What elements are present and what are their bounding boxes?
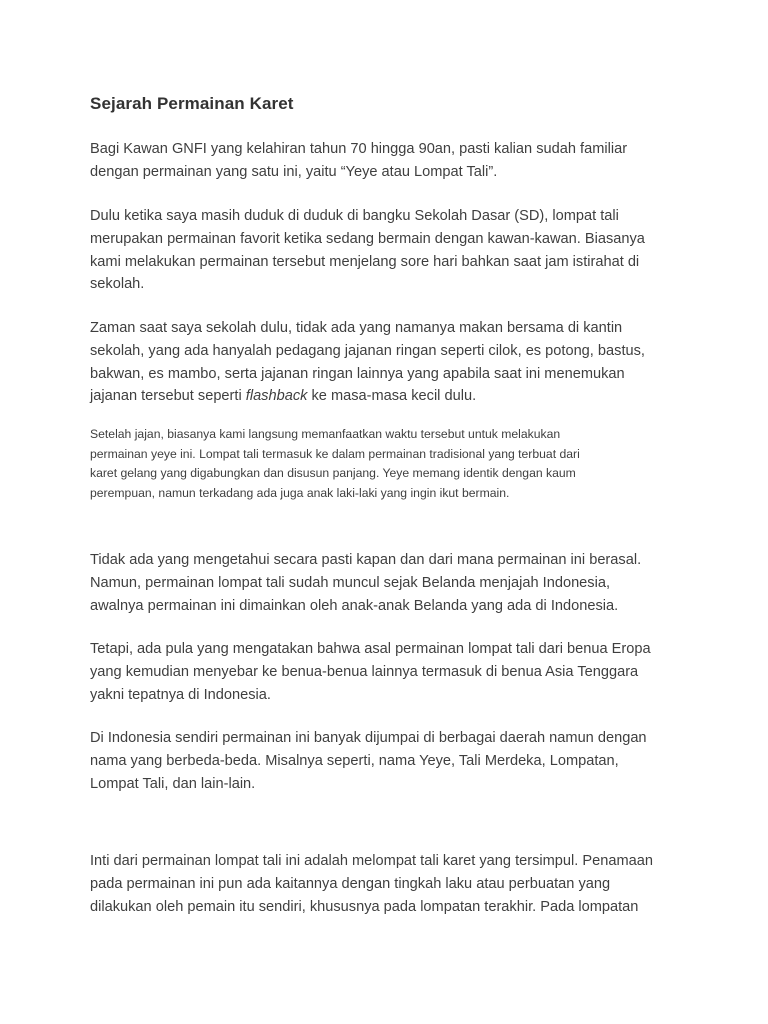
paragraph-line: sekolah, yang ada hanyalah pedagang jajanan ringan seperti cilok, es potong, bastus, (90, 342, 645, 359)
paragraph-line: permainan yeye ini. Lompat tali termasuk ke dalam permainan tradisional yang terbuat dari (90, 446, 580, 461)
paragraph-line: nama yang berbeda-beda. Misalnya seperti, nama Yeye, Tali Merdeka, Lompatan, (90, 752, 619, 769)
paragraph-line: yakni tepatnya di Indonesia. (90, 686, 271, 703)
paragraph-6 (90, 638, 690, 706)
paragraph-line: dengan permainan yang satu ini, yaitu “Yeye atau Lompat Tali”. (90, 163, 498, 180)
paragraph-line: Bagi Kawan GNFI yang kelahiran tahun 70 hingga 90an, pasti kalian sudah familiar (90, 141, 628, 157)
text-run: ke masa-masa kecil dulu. (307, 388, 477, 405)
paragraph-line: Inti dari permainan lompat tali ini adalah melompat tali karet yang tersimpul. Penamaan (90, 853, 653, 869)
paragraph-line: Tetapi, ada pula yang mengatakan bahwa asal permainan lompat tali dari benua Eropa (90, 641, 651, 657)
paragraph-line: Tidak ada yang mengetahui secara pasti kapan dan dari mana permainan ini berasal. (90, 552, 642, 568)
paragraph-line: dilakukan oleh pemain itu sendiri, khususnya pada lompatan terakhir. Pada lompatan (90, 898, 639, 915)
paragraph-line: pada permainan ini pun ada kaitannya dengan tingkah laku atau perbuatan yang (90, 875, 611, 892)
paragraph-line: Dulu ketika saya masih duduk di duduk di bangku Sekolah Dasar (SD), lompat tali (90, 208, 619, 224)
paragraph-line: Zaman saat saya sekolah dulu, tidak ada yang namanya makan bersama di kantin (90, 320, 623, 336)
italic-text: flashback (245, 388, 308, 405)
paragraph-line: kami melakukan permainan tersebut menjelang sore hari bahkan saat jam istirahat di (90, 253, 640, 270)
paragraph-line: Lompat Tali, dan lain-lain. (90, 775, 256, 792)
paragraph-3 (90, 317, 690, 408)
paragraph-7 (90, 727, 690, 795)
text-run: jajanan tersebut seperti (90, 388, 246, 405)
document-title: Sejarah Permainan Karet (90, 94, 294, 113)
paragraph-1 (90, 138, 690, 184)
paragraph-4-small (90, 425, 690, 503)
paragraph-line: merupakan permainan favorit ketika sedang bermain dengan kawan-kawan. Biasanya (90, 230, 645, 247)
paragraph-line: karet gelang yang digabungkan dan disusun panjang. Yeye memang identik dengan kaum (90, 466, 576, 480)
paragraph-2 (90, 205, 690, 296)
paragraph-5 (90, 549, 690, 617)
paragraph-line: Setelah jajan, biasanya kami langsung memanfaatkan waktu tersebut untuk melakukan (90, 427, 561, 441)
paragraph-line: Namun, permainan lompat tali sudah muncul sejak Belanda menjajah Indonesia, (90, 574, 611, 591)
paragraph-line: yang kemudian menyebar ke benua-benua lainnya termasuk di benua Asia Tenggara (90, 663, 639, 680)
paragraph-line: awalnya permainan ini dimainkan oleh anak-anak Belanda yang ada di Indonesia. (90, 597, 619, 614)
paragraph-line: bakwan, es mambo, serta jajanan ringan lainnya yang apabila saat ini menemukan (90, 365, 625, 382)
paragraph-line-with-italic (90, 385, 690, 408)
paragraph-line: sekolah. (90, 276, 145, 293)
paragraph-line: perempuan, namun terkadang ada juga anak laki-laki yang ingin ikut bermain. (90, 485, 510, 500)
paragraph-line: Di Indonesia sendiri permainan ini banyak dijumpai di berbagai daerah namun dengan (90, 730, 647, 746)
paragraph-8 (90, 850, 690, 918)
